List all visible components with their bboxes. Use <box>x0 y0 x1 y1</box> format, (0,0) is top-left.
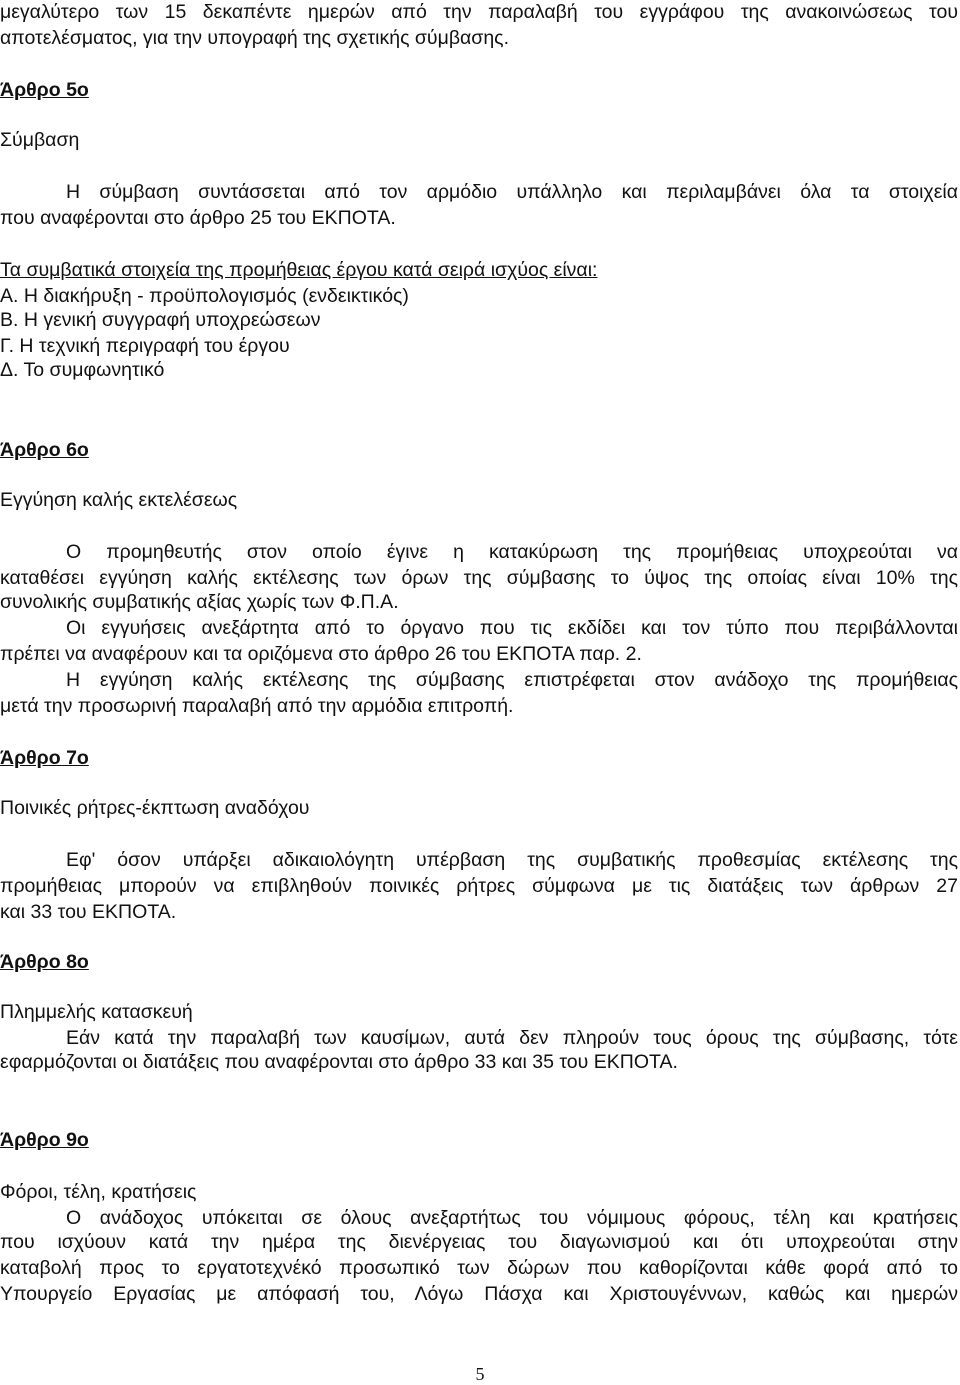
article-7-para-line-2: προμήθειας μπορούν να επιβληθούν ποινικές ρήτρες σύμφωνα με τις διατάξεις των άρθρων 27 <box>0 875 958 897</box>
article-5-para-line-2: που αναφέρονται στο άρθρο 25 του ΕΚΠΟΤΑ. <box>0 207 396 229</box>
list-item: Δ. Το συμφωνητικό <box>0 359 165 381</box>
article-9-heading: Άρθρο 9ο <box>0 1129 89 1151</box>
article-7-heading: Άρθρο 7ο <box>0 747 89 769</box>
article-6-para-3-line-1: Η εγγύηση καλής εκτέλεσης της σύμβασης επιστρέφεται στον ανάδοχο της προμήθειας <box>66 669 958 691</box>
list-item: Β. Η γενική συγγραφή υποχρεώσεων <box>0 309 321 331</box>
article-9-para-line-4: Υπουργείο Εργασίας με απόφασή του, Λόγω Πάσχα και Χριστουγέννων, καθώς και ημερών <box>0 1283 958 1305</box>
page-number: 5 <box>475 1364 485 1384</box>
article-5-list-intro: Τα συμβατικά στοιχεία της προμήθειας έργου κατά σειρά ισχύος είναι: <box>0 259 598 281</box>
article-5-heading: Άρθρο 5ο <box>0 79 89 101</box>
intro-line-1: μεγαλύτερο των 15 δεκαπέντε ημερών από την παραλαβή του εγγράφου της ανακοινώσεως του <box>0 1 958 23</box>
article-6-heading: Άρθρο 6ο <box>0 439 89 461</box>
article-5-para-line-1: Η σύμβαση συντάσσεται από τον αρμόδιο υπάλληλο και περιλαμβάνει όλα τα στοιχεία <box>66 181 958 203</box>
article-6-para-1-line-3: συνολικής συμβατικής αξίας χωρίς των Φ.Π.Α. <box>0 591 399 613</box>
article-7-para-line-1: Εφ' όσον υπάρξει αδικαιολόγητη υπέρβαση της συμβατικής προθεσμίας εκτέλεσης της <box>66 849 958 871</box>
article-9-para-line-1: Ο ανάδοχος υπόκειται σε όλους ανεξαρτήτως του νόμιμους φόρους, τέλη και κρατήσεις <box>66 1207 958 1229</box>
list-item: Γ. Η τεχνική περιγραφή του έργου <box>0 335 290 357</box>
article-8-para-line-1: Εάν κατά την παραλαβή των καυσίμων, αυτά δεν πληρούν τους όρους της σύμβασης, τότε <box>66 1027 958 1049</box>
article-7-para-line-3: και 33 του ΕΚΠΟΤΑ. <box>0 901 177 923</box>
article-9-subtitle: Φόροι, τέλη, κρατήσεις <box>0 1181 197 1203</box>
article-8-heading: Άρθρο 8ο <box>0 951 89 973</box>
article-6-para-3-line-2: μετά την προσωρινή παραλαβή από την αρμόδια επιτροπή. <box>0 695 514 717</box>
article-9-para-line-2: που ισχύουν κατά την ημέρα της διενέργειας του διαγωνισμού και ότι υποχρεούται στην <box>0 1231 958 1253</box>
article-9-para-line-3: καταβολή προς το εργατοτεχνέκό προσωπικό των δώρων που καθορίζονται κάθε φορά από το <box>0 1257 958 1279</box>
article-7-subtitle: Ποινικές ρήτρες-έκπτωση αναδόχου <box>0 797 310 819</box>
intro-line-2: αποτελέσματος, για την υπογραφή της σχετικής σύμβασης. <box>0 27 509 49</box>
article-6-subtitle: Εγγύηση καλής εκτελέσεως <box>0 489 238 511</box>
article-6-para-2-line-1: Οι εγγυήσεις ανεξάρτητα από το όργανο που τις εκδίδει και τον τύπο που περιβάλλονται <box>66 617 958 639</box>
article-6-para-2-line-2: πρέπει να αναφέρουν και τα οριζόμενα στο άρθρο 26 του ΕΚΠΟΤΑ παρ. 2. <box>0 643 642 665</box>
list-item: Α. Η διακήρυξη - προϋπολογισμός (ενδεικτικός) <box>0 285 409 307</box>
article-8-para-line-2: εφαρμόζονται οι διατάξεις που αναφέρονται στο άρθρο 33 και 35 του ΕΚΠΟΤΑ. <box>0 1051 678 1073</box>
article-8-subtitle: Πλημμελής κατασκευή <box>0 1001 193 1023</box>
article-5-subtitle: Σύμβαση <box>0 129 80 151</box>
article-6-para-1-line-1: Ο προμηθευτής στον οποίο έγινε η κατακύρωση της προμήθειας υποχρεούται να <box>66 541 958 563</box>
article-6-para-1-line-2: καταθέσει εγγύηση καλής εκτέλεσης των όρων της σύμβασης το ύψος της οποίας είναι 10% της <box>0 567 958 589</box>
